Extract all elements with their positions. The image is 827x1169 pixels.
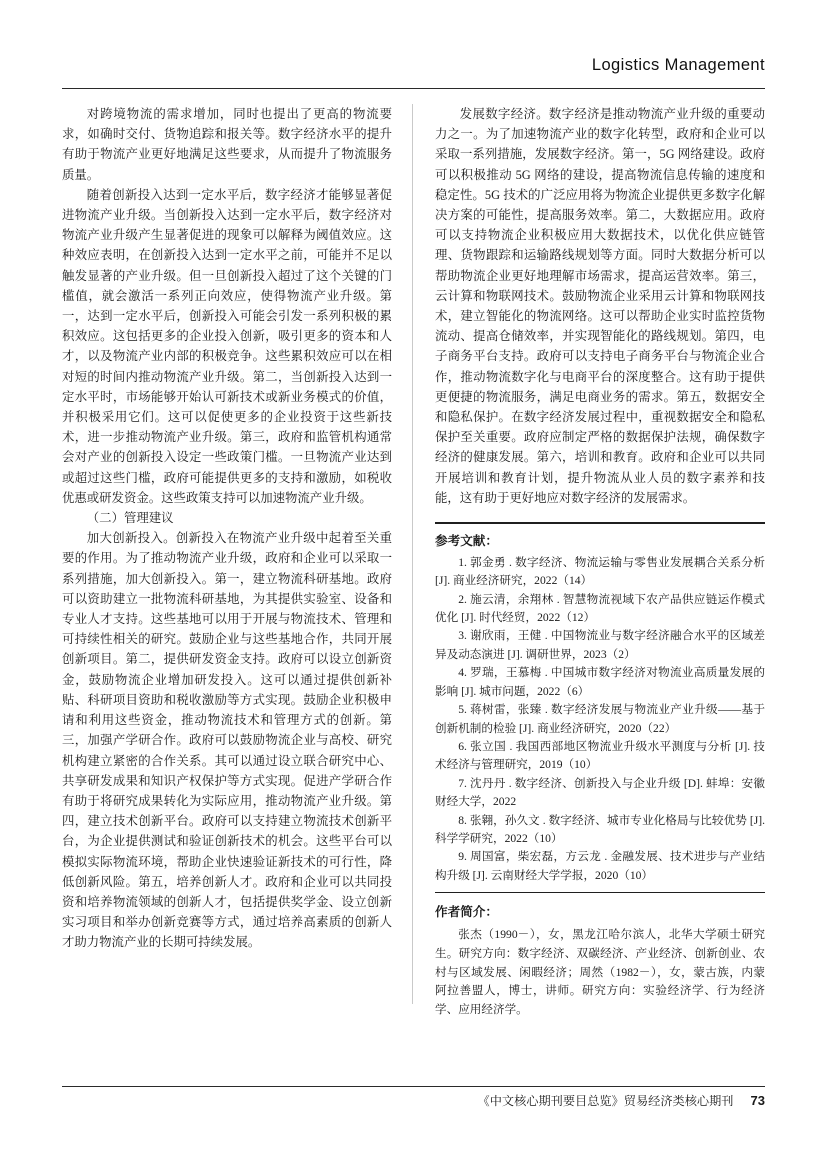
paragraph: 加大创新投入。创新投入在物流产业升级中起着至关重要的作用。为了推动物流产业升级，政府和企业可以采取一系列措施，加大创新投入。第一，建立物流科研基地。政府可以资助建立一批物流科研基地，为其提供实验室、设备和专业人才支持。这些基地可以用于开展与物流技术、管理和可持续性相关的研究。鼓励企业与这些基地合作，共同开展创新项目。第二，提供研发资金支持。政府可以设立创新资金，鼓励物流企业增加研发投入。这可以通过提供创新补贴、科研项目资助和税收激励等方式实现。鼓励企业积极申请和利用这些资金，推动物流技术和管理方式的创新。第三，加强产学研合作。政府可以鼓励物流企业与高校、研究机构建立紧密的合作关系。其可以通过设立联合研究中心、共享研发成果和知识产权保护等方式实现。促进产学研合作有助于将研究成果转化为实际应用，推动物流产业升级。第四，建立技术创新平台。政府可以支持建立物流技术创新平台，为企业提供测试和验证创新技术的机会。这些平台可以模拟实际物流环境，帮助企业快速验证新技术的可行性，降低创新风险。第五，培养创新人才。政府和企业可以共同投资和培养物流领域的创新人才，包括提供奖学金、设立创新实习项目和举办创新竞赛等方式，通过培养高素质的创新人才助力物流产业的长期可持续发展。 (62, 531, 392, 950)
footer-divider (62, 1086, 765, 1087)
reference-item: 2. 施云清，余翔林 . 智慧物流视域下农产品供应链运作模式优化 [J]. 时代经贸，2022（12） (435, 592, 765, 625)
references-top-rule (435, 522, 765, 524)
right-column (435, 104, 765, 1019)
author-bio-heading: 作者简介： (435, 905, 498, 920)
header-divider (62, 88, 765, 89)
footer-note: 《中文核心期刊要目总览》贸易经济类核心期刊 (477, 1094, 734, 1108)
reference-item: 9. 周国富，柴宏磊，方云龙 . 金融发展、技术进步与产业结构升级 [J]. 云南财经大学学报，2020（10） (435, 850, 765, 882)
left-column (62, 104, 392, 953)
page-number: 73 (750, 1093, 765, 1108)
reference-item: 6. 张立国 . 我国西部地区物流业升级水平测度与分析 [J]. 技术经济与管理研究，2019（10） (435, 739, 765, 772)
author-bio-text: 张杰（1990－），女，黑龙江哈尔滨人，北华大学硕士研究生。研究方向：数字经济、双碳经济、产业经济、创新创业、农村与区域发展、闲暇经济；周然（1982－），女，蒙古族，内蒙阿拉善盟人，博士，讲师。研究方向：实验经济学、行为经济学、应用经济学。 (435, 928, 765, 1016)
reference-item: 3. 谢欣雨，王健 . 中国物流业与数字经济融合水平的区域差异及动态演进 [J]. 调研世界，2023（2） (435, 629, 765, 661)
section-heading: （二）管理建议 (86, 511, 174, 526)
page-header (62, 56, 765, 75)
references-bottom-rule (435, 892, 765, 893)
paragraph: 发展数字经济。数字经济是推动物流产业升级的重要动力之一。为了加速物流产业的数字化转型，政府和企业可以采取一系列措施，发展数字经济。第一，5G 网络建设。政府可以积极推动 5G 网络的建设，提高物流信息传输的速度和稳定性。5G 技术的广泛应用将为物流企业提供更多数字化解决方案的可能性，提高服务效率。第二，大数据应用。政府可以支持物流企业积极应用大数据技术，以优化供应链管理、货物跟踪和运输路线规划等方面。同时大数据分析可以帮助物流企业更好地理解市场需求，提高运营效率。第三，云计算和物联网技术。鼓励物流企业采用云计算和物联网技术，建立智能化的物流网络。这可以帮助企业实时监控货物流动、提高仓储效率，并实现智能化的路线规划。第四，电子商务平台支持。政府可以支持电子商务平台与物流企业合作，推动物流数字化与电商平台的深度整合。这有助于提供更便捷的物流服务，满足电商业务的需求。第五，数据安全和隐私保护。在数字经济发展过程中，重视数据安全和隐私保护至关重要。政府应制定严格的数据保护法规，确保数字经济的健康发展。第六，培训和教育。政府和企业可以共同开展培训和教育计划，提升物流从业人员的数字素养和技能，这有助于更好地应对数字经济的发展需求。 (435, 107, 765, 505)
paragraph: 对跨境物流的需求增加，同时也提出了更高的物流要求，如确时交付、货物追踪和报关等。数字经济水平的提升有助于物流产业更好地满足这些要求，从而提升了物流服务质量。 (62, 107, 392, 182)
author-bio-block (435, 902, 765, 1019)
column-divider (412, 104, 413, 1004)
references-heading: 参考文献： (435, 533, 498, 548)
running-title: Logistics Management (591, 56, 765, 74)
reference-item: 8. 张翱，孙久文 . 数字经济、城市专业化格局与比较优势 [J]. 科学学研究，2022（10） (435, 813, 765, 845)
reference-item: 7. 沈丹丹 . 数字经济、创新投入与企业升级 [D]. 蚌埠：安徽财经大学，2022 (435, 776, 765, 809)
references-block (435, 522, 765, 893)
paragraph: 随着创新投入达到一定水平后，数字经济才能够显著促进物流产业升级。当创新投入达到一定水平后，数字经济对物流产业升级产生显著促进的现象可以解释为阈值效应。这种效应表明，在创新投入达到一定水平之前，可能并不足以触发显著的产业升级。但一旦创新投入超过了这个关键的门槛值，就会激活一系列正向效应，使得物流产业升级。第一，达到一定水平后，创新投入可能会引发一系列积极的累积效应。这包括更多的企业投入创新，吸引更多的资本和人才，以及物流产业内部的积极竞争。这些累积效应可以在相对短的时间内推动物流产业升级。第二，当创新投入达到一定水平时，市场能够开始认可新技术或新业务模式的价值，并积极采用它们。这可以促使更多的企业投资于这些新技术，进一步推动物流产业升级。第三，政府和监管机构通常会对产业的创新投入设定一些政策门槛。一旦物流产业达到或超过这些门槛，政府可能提供更多的支持和激励，如税收优惠或研发资金。这些政策支持可以加速物流产业升级。 (62, 187, 392, 505)
reference-item: 4. 罗瑞，王慕梅 . 中国城市数字经济对物流业高质量发展的影响 [J]. 城市问题，2022（6） (435, 666, 765, 698)
reference-item: 5. 蒋树雷，张臻 . 数字经济发展与物流业产业升级——基于创新机制的检验 [J]. 商业经济研究，2020（22） (435, 703, 765, 735)
reference-item: 1. 郭金勇 . 数字经济、物流运输与零售业发展耦合关系分析 [J]. 商业经济研究，2022（14） (435, 555, 765, 588)
page-footer (62, 1092, 765, 1109)
